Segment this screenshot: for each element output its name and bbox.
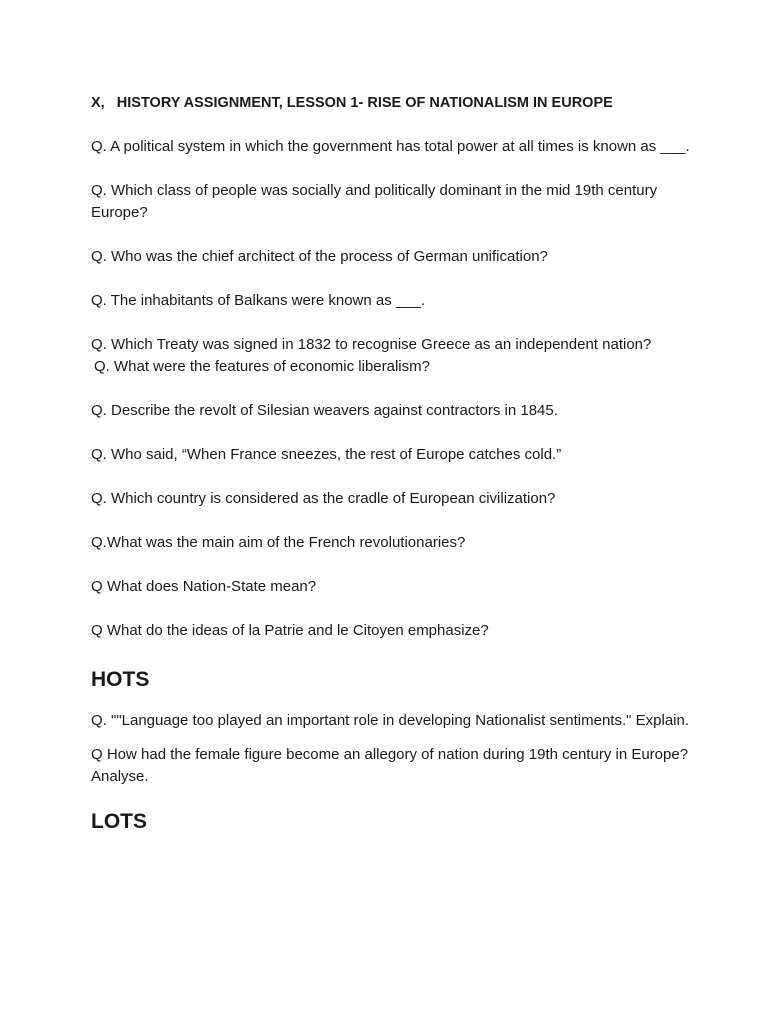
question-12: Q What do the ideas of la Patrie and le Citoyen emphasize? bbox=[91, 622, 489, 639]
question-10: Q.What was the main aim of the French revolutionaries? bbox=[91, 534, 466, 551]
question-3: Q. Who was the chief architect of the process of German unification? bbox=[91, 248, 548, 265]
question-6: Q. What were the features of economic liberalism? bbox=[94, 358, 430, 375]
question-8: Q. Who said, “When France sneezes, the rest of Europe catches cold.” bbox=[91, 446, 562, 463]
question-4: Q. The inhabitants of Balkans were known as ___. bbox=[91, 292, 426, 309]
hots-question-2: Q How had the female figure become an allegory of nation during 19th century in Europe? Analyse. bbox=[91, 746, 689, 785]
question-7: Q. Describe the revolt of Silesian weavers against contractors in 1845. bbox=[91, 402, 558, 419]
question-9: Q. Which country is considered as the cradle of European civilization? bbox=[91, 490, 556, 507]
assignment-title: X, HISTORY ASSIGNMENT, LESSON 1- RISE OF NATIONALISM IN EUROPE bbox=[91, 95, 613, 111]
hots-question-1: Q. ""Language too played an important role in developing Nationalist sentiments." Explain. bbox=[91, 712, 690, 729]
question-5: Q. Which Treaty was signed in 1832 to recognise Greece as an independent nation? bbox=[91, 336, 652, 353]
question-1: Q. A political system in which the government has total power at all times is known as ___. bbox=[91, 138, 690, 155]
hots-heading: HOTS bbox=[91, 668, 150, 691]
lots-heading: LOTS bbox=[91, 810, 147, 833]
assignment-page bbox=[91, 92, 691, 852]
question-11: Q What does Nation-State mean? bbox=[91, 578, 317, 595]
question-2: Q. Which class of people was socially and politically dominant in the mid 19th century Europe? bbox=[91, 182, 658, 221]
